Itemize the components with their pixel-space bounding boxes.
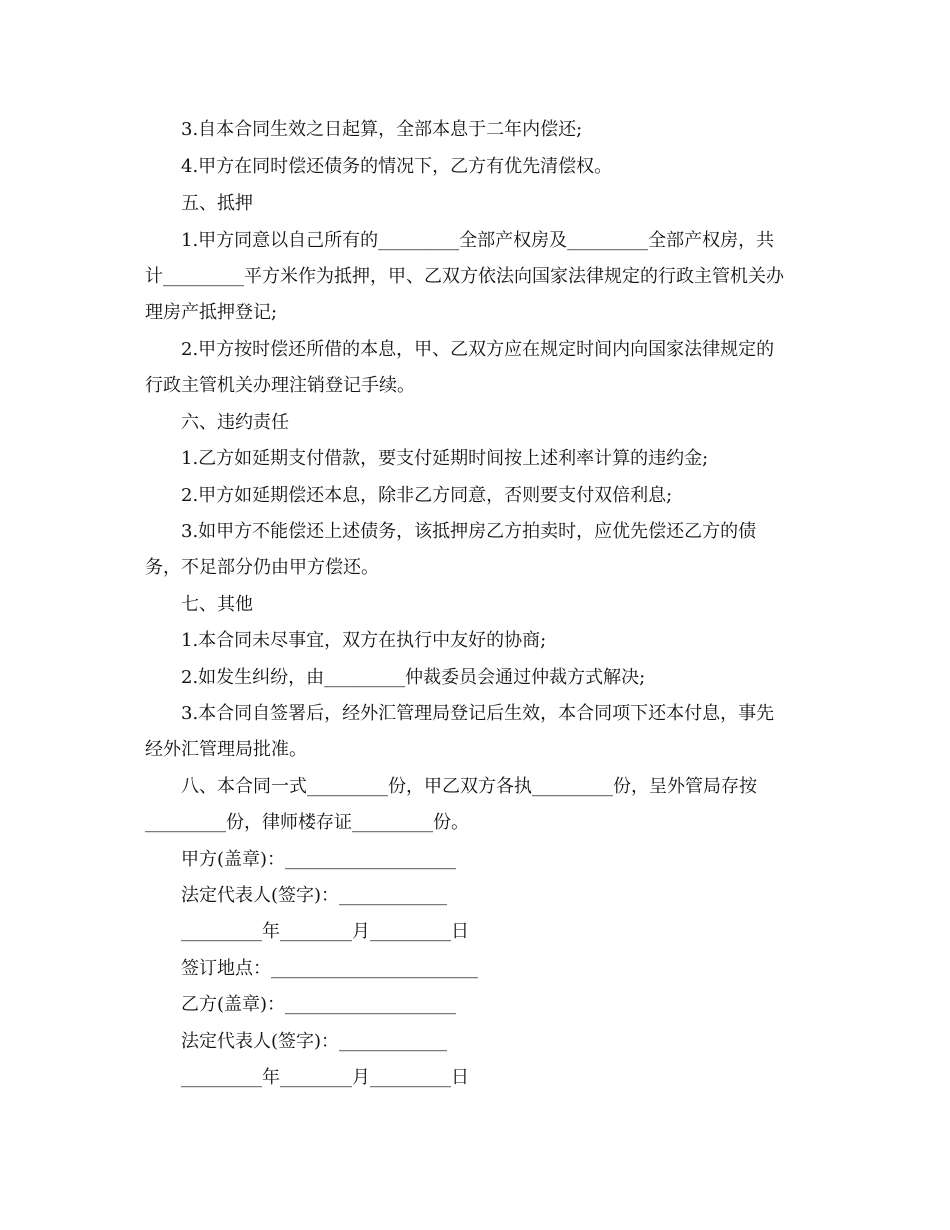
signing-place-field: 签订地点：_______________________ [181,958,478,979]
section-heading-mortgage: 五、抵押 [181,193,253,214]
copies-clause-line-1: 八、本合同一式_________份，甲乙双方各执_________份，呈外管局存按 [181,776,757,797]
repayment-clause-3: 3.自本合同生效之日起算，全部本息于二年内偿还; [181,119,583,140]
other-clause-1: 1.本合同未尽事宜，双方在执行中友好的协商; [181,630,547,651]
mortgage-clause-2-line-2: 行政主管机关办理注销登记手续。 [145,375,415,396]
repayment-clause-4: 4.甲方在同时偿还债务的情况下，乙方有优先清偿权。 [181,156,613,177]
other-clause-3-line-2: 经外汇管理局批准。 [145,739,307,760]
party-a-seal-field: 甲方(盖章)：___________________ [181,849,457,870]
liability-clause-3-line-2: 务，不足部分仍由甲方偿还。 [145,557,379,578]
mortgage-clause-1-line-2: 计_________平方米作为抵押，甲、乙双方依法向国家法律规定的行政主管机关办 [145,266,784,287]
mortgage-clause-1-line-1: 1.甲方同意以自己所有的_________全部产权房及_________全部产权房，共 [181,230,775,251]
liability-clause-2: 2.甲方如延期偿还本息，除非乙方同意，否则要支付双倍利息; [181,485,673,506]
liability-clause-3-line-1: 3.如甲方不能偿还上述债务，该抵押房乙方拍卖时，应优先偿还乙方的债 [181,521,757,542]
liability-clause-1: 1.乙方如延期支付借款，要支付延期时间按上述利率计算的违约金; [181,448,709,469]
party-a-date-field: _________年________月_________日 [181,921,469,942]
other-clause-2: 2.如发生纠纷，由_________仲裁委员会通过仲裁方式解决; [181,667,646,688]
section-heading-other: 七、其他 [181,594,253,615]
other-clause-3-line-1: 3.本合同自签署后，经外汇管理局登记后生效，本合同项下还本付息，事先 [181,703,775,724]
party-b-representative-field: 法定代表人(签字)：____________ [181,1031,448,1052]
party-b-seal-field: 乙方(盖章)：___________________ [181,994,457,1015]
party-a-representative-field: 法定代表人(签字)：____________ [181,885,448,906]
copies-clause-line-2: _________份，律师楼存证_________份。 [145,812,469,833]
mortgage-clause-2-line-1: 2.甲方按时偿还所借的本息，甲、乙双方应在规定时间内向国家法律规定的 [181,339,775,360]
mortgage-clause-1-line-3: 理房产抵押登记; [145,302,278,323]
section-heading-liability: 六、违约责任 [181,412,289,433]
party-b-date-field: _________年________月_________日 [181,1067,469,1088]
